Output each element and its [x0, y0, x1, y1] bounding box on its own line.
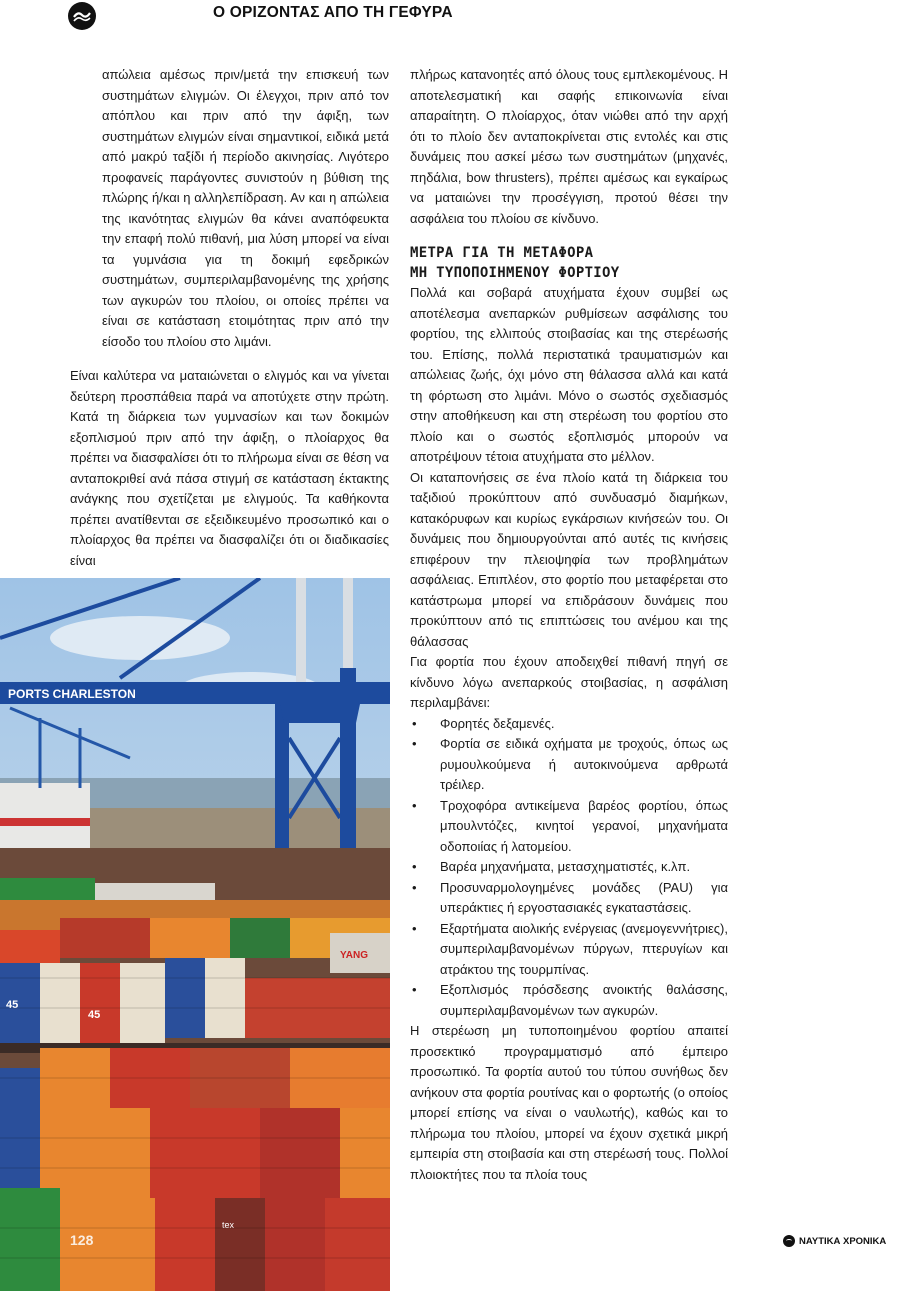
bullet-icon: • [412, 920, 417, 936]
bullet-icon: • [412, 859, 417, 874]
section-title: Ο ΟΡΙΖΟΝΤΑΣ ΑΠΟ ΤΗ ΓΕΦΥΡΑ [213, 4, 453, 21]
list-item: • Εξαρτήματα αιολικής ενέργειας (ανεμογεννήτριες), συμπεριλαμβανομένων πύργων, πτερυγίων και ατράκτου της τουρμπίνας. [412, 920, 728, 977]
brand-name: ΝΑΥΤΙΚΑ ΧΡΟΝΙΚΑ [799, 1235, 887, 1247]
list-item: • Φορητές δεξαμενές. [410, 714, 728, 735]
footer-brand [783, 1235, 886, 1247]
container-port-photo [0, 578, 390, 1291]
right-column-text [410, 65, 728, 1185]
bullet-icon: • [412, 715, 417, 731]
page-number: 128 [70, 1232, 94, 1248]
container-label: YANG [340, 950, 368, 961]
crane-sign: PORTS CHARLESTON [8, 687, 136, 701]
section-heading-line: ΜΗ ΤΥΠΟΠΟΙΗΜΕΝΟΥ ΦΟΡΤΙΟΥ [410, 265, 620, 281]
left-column-main-text [70, 366, 389, 571]
bullet-icon: • [412, 797, 417, 813]
magazine-logo-icon [68, 2, 96, 30]
brand-logo-icon [783, 1235, 795, 1247]
paragraph: απώλεια αμέσως πριν/μετά την επισκευή των συστημάτων ελιγμών. Οι έλεγχοι, πριν από τον απόπλου και πριν από την άφιξη, των συστημάτων ελιγμών είναι σημαντικοί, ειδικά μετά από μακρύ ταξίδι ή περίοδο ακινησίας. Λιγότερο προφανείς παράγοντες συνιστούν η βύθιση της πλώρης ή/και η αλληλεπίδραση. Αν και η απώλεια της ικανότητας ελιγμών θα κάνει αναπόφευκτα την επαφή πολύ πιθανή, μια λύση μπορεί να είναι τα γυμνάσια για τη δοκιμή εφεδρικών συστημάτων, συμπεριλαμβανομένης της χρήσης των αγκυρών του πλοίου, οι οποίες πρέπει να είναι σε κατάσταση ετοιμότητας πριν από την είσοδο του πλοίου στο λιμάνι. [102, 67, 389, 349]
list-item: • Τροχοφόρα αντικείμενα βαρέος φορτίου, όπως μπουλντόζες, κινητοί γερανοί, μηχανήματα οδοποιίας ή λατομείου. [412, 797, 728, 854]
paragraph: Είναι καλύτερα να ματαιώνεται ο ελιγμός και να γίνεται δεύτερη προσπάθεια παρά να αποτύχετε στην πρώτη. Κατά τη διάρκεια των γυμνασίων και των δοκιμών εξοπλισμού πριν από την άφιξη, ο πλοίαρχος θα πρέπει να διασφαλίσει ότι το πλήρωμα είναι σε θέση να ανταποκριθεί ανά πάσα στιγμή σε κατάσταση έκτακτης ανάγκης που σχετίζεται με ελιγμούς. Τα καθήκοντα πρέπει ανατίθενται σε εξειδικευμένο προσωπικό και ο πλοίαρχος θα πρέπει να διασφαλίζει ότι οι διαδικασίες είναι [70, 368, 389, 568]
section-heading [410, 243, 728, 283]
paragraph: Για φορτία που έχουν αποδειχθεί πιθανή πηγή σε κίνδυνο λόγω ανεπαρκούς στοιβασίας, η ασφάλιση περιλαμβάνει: [410, 654, 728, 710]
container-label: 45 [6, 999, 19, 1011]
list-item: • Προσυναρμολογημένες μονάδες (PAU) για υπεράκτιες ή εργοστασιακές εγκαταστάσεις. [412, 879, 728, 915]
left-column-top-text [102, 65, 389, 352]
list-item: • Φορτία σε ειδικά οχήματα με τροχούς, όπως ως ρυμουλκούμενα ή αυτοκινούμενα αρθρωτά τρέιλερ. [412, 736, 728, 792]
container-label: tex [222, 1220, 235, 1230]
paragraph: πλήρως κατανοητές από όλους τους εμπλεκομένους. Η αποτελεσματική και σαφής επικοινωνία είναι απαραίτητη. Ο πλοίαρχος, όταν νιώθει από την αρχή ότι το πλοίο δεν ανταποκρίνεται στις εντολές και στις δυνάμεις που ασκεί μέσω των συστημάτων (μηχανές, πηδάλια, bow thrusters), πρέπει αμέσως και εγκαίρως να ματαιώνει την προσέγγιση, προτού θέσει την ασφάλεια του πλοίου σε κίνδυνο. [410, 67, 728, 226]
bullet-icon: • [412, 736, 417, 751]
section-heading-line: ΜΕΤΡΑ ΓΙΑ ΤΗ ΜΕΤΑΦΟΡΑ [410, 245, 594, 261]
bullet-icon: • [412, 982, 417, 997]
cargo-list [410, 714, 728, 1022]
paragraph: Οι καταπονήσεις σε ένα πλοίο κατά τη διάρκεια του ταξιδιού προκύπτουν από συνδυασμό διαμήκων, κατακόρυφων και κυρίως εγκάρσιων κινήσεών του. Οι δυνάμεις που δημιουργούνται από αυτές τις κινήσεις επιφέρουν την πλειοψηφία των προβλημάτων ασφάλειας. Επιπλέον, στο φορτίο που μεταφέρεται στο κατάστρωμα μπορεί να επιδράσουν δυνάμεις που προκύπτουν από τις επιπτώσεις του ανέμου και της θάλασσας [410, 469, 728, 649]
list-item: • Εξοπλισμός πρόσδεσης ανοικτής θαλάσσης, συμπεριλαμβανομένων των αγκυρών. [412, 982, 728, 1018]
bullet-icon: • [412, 879, 417, 895]
paragraph: Η στερέωση μη τυποποιημένου φορτίου απαιτεί προσεκτικό προγραμματισμό από έμπειρο προσωπικό. Τα φορτία αυτού του τύπου συνήθως δεν ανήκουν στα φορτία ρουτίνας και ο φορτωτής (ο οποίος μπορεί επίσης να είναι ο ναυλωτής), καθώς και το πλήρωμα του πλοίου, μπορεί να έχουν σχετικά μικρή εμπειρία στη στοιβασία και στη στερέωσή τους. Πολλοί πλοιοκτήτες που τα πλοία τους [410, 1023, 728, 1182]
container-label: 45 [88, 1009, 101, 1021]
list-item: • Βαρέα μηχανήματα, μετασχηματιστές, κ.λπ. [410, 857, 728, 878]
paragraph: Πολλά και σοβαρά ατυχήματα έχουν συμβεί ως αποτέλεσμα ανεπαρκών ρυθμίσεων ασφάλισης του φορτίου, της ελλιπούς στοιβασίας και της στερέωσής του. Επίσης, πολλά περιστατικά τραυματισμών και απώλειας ζωής, όχι μόνο στη θάλασσα αλλά και κατά τη φόρτωση στο λιμάνι. Μόνο ο σωστός σχεδιασμός στην αποθήκευση και στη στερέωση του φορτίου στο πλοίο και ο σωστός εξοπλισμός μπορούν να αποτρέψουν τέτοια ατυχήματα στο μέλλον. [410, 285, 728, 464]
